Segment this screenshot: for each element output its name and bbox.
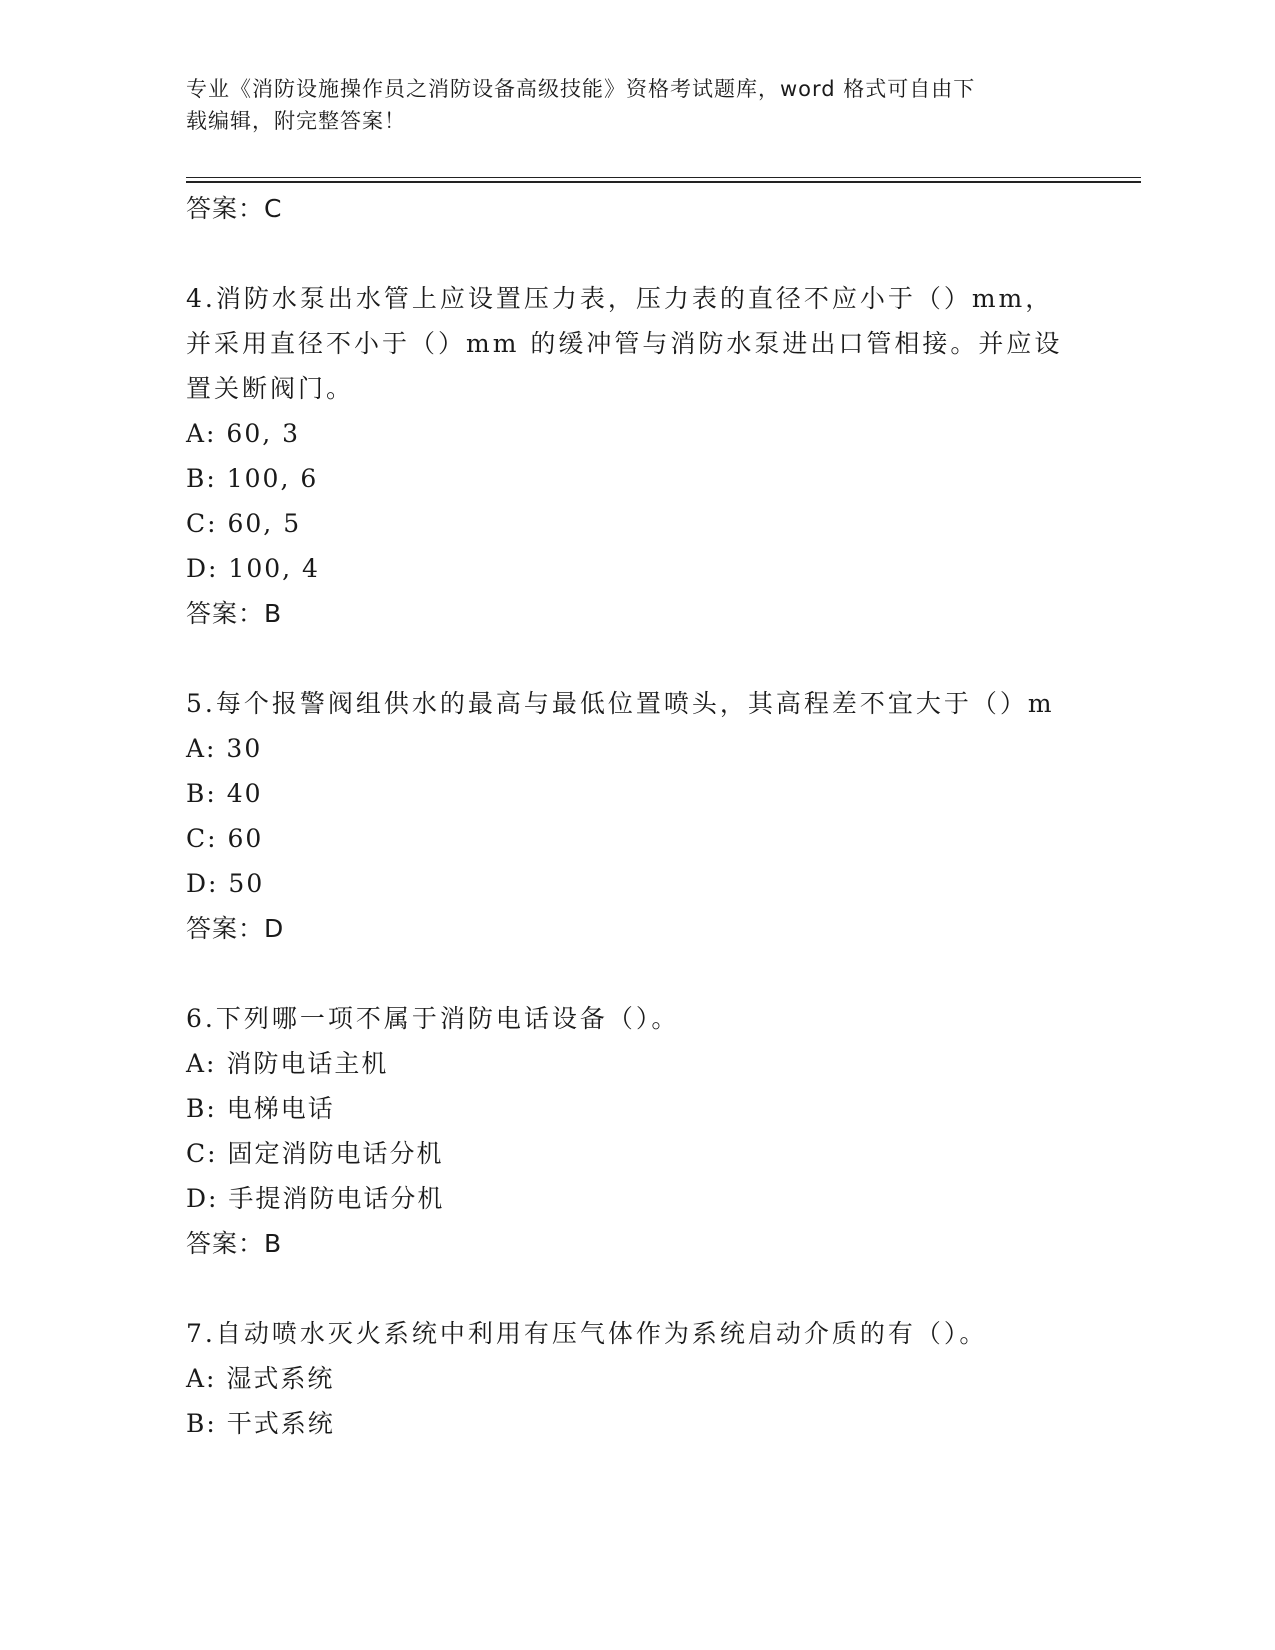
question-stem-line: 4.消防水泵出水管上应设置压力表，压力表的直径不应小于（）mm， [186,284,1054,313]
previous-answer: 答案：C [186,194,283,223]
question-stem-line: 5.每个报警阀组供水的最高与最低位置喷头，其高程差不宜大于（）m [186,689,1055,718]
option-a: A: 30 [186,734,263,763]
option-b: B: 干式系统 [186,1409,335,1438]
question-stem-line: 并采用直径不小于（）mm 的缓冲管与消防水泵进出口管相接。并应设 [186,329,1063,358]
question-list [186,186,1086,1446]
answer-line: 答案：B [186,599,283,628]
option-d: D: 100, 4 [186,554,320,583]
question-stem-line: 7.自动喷水灭火系统中利用有压气体作为系统启动介质的有（）。 [186,1319,988,1348]
header-line-1: 专业《消防设施操作员之消防设备高级技能》资格考试题库，word 格式可自由下 [186,77,976,101]
option-a: A: 湿式系统 [186,1364,335,1393]
option-d: D: 手提消防电话分机 [186,1184,445,1213]
option-b: B: 40 [186,779,263,808]
option-b: B: 电梯电话 [186,1094,335,1123]
option-a: A: 60, 3 [186,419,301,448]
answer-line: 答案：B [186,1229,283,1258]
option-c: C: 60, 5 [186,509,302,538]
option-b: B: 100, 6 [186,464,319,493]
question-item [186,1311,1086,1446]
header-line-2: 载编辑，附完整答案！ [186,109,406,133]
document-header [186,73,1066,137]
answer-line: 答案：D [186,914,285,943]
header-divider-thin [186,177,1141,178]
question-stem-line: 置关断阀门。 [186,374,355,403]
option-d: D: 50 [186,869,265,898]
option-c: C: 固定消防电话分机 [186,1139,444,1168]
question-stem-line: 6.下列哪一项不属于消防电话设备（）。 [186,1004,680,1033]
question-item [186,996,1086,1266]
option-c: C: 60 [186,824,264,853]
question-item [186,681,1086,951]
option-a: A: 消防电话主机 [186,1049,389,1078]
header-divider-thick [186,181,1141,183]
question-item [186,276,1086,636]
